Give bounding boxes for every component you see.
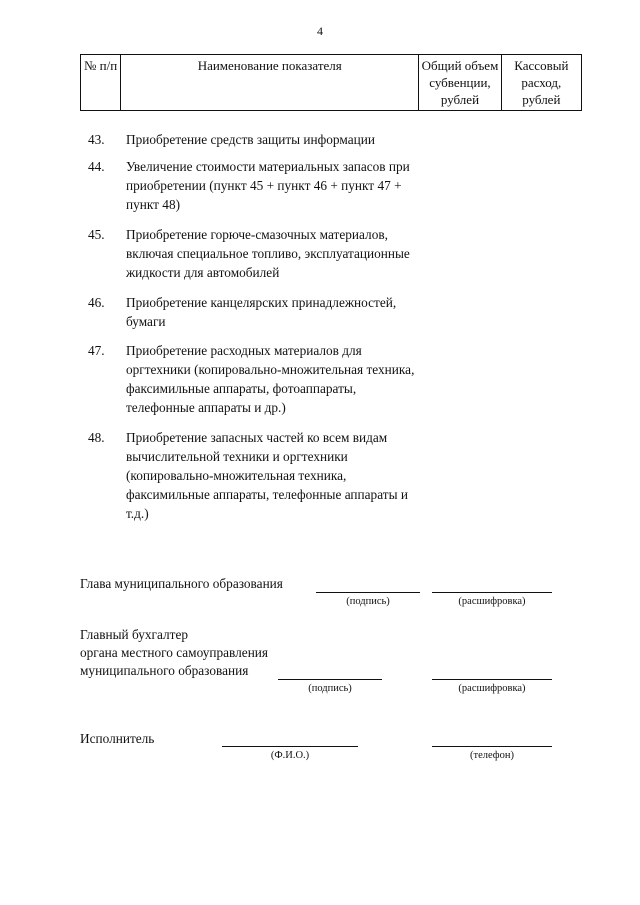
head-of-municipality-label: Глава муниципального образования [80,576,283,591]
row-text: Увеличение стоимости материальных запасов при приобретении (пункт 45 + пункт 46 + пункт 47 + пункт 48) [126,159,410,212]
executor-fio-caption: (Ф.И.О.) [270,750,310,761]
row-text: Приобретение расходных материалов для оргтехники (копировально-множительная техника, факсимильные аппараты, фотоаппараты, телефонные аппараты и др.) [126,343,415,415]
indicator-table-header [80,54,582,111]
head-signature-line [316,592,420,593]
row-text: Приобретение запасных частей ко всем видам вычислительной техники и оргтехники (копировально-множительная техника, факсимильные аппараты, телефонные аппараты и т.д.) [126,430,408,521]
head-decoding-caption: (расшифровка) [458,596,526,607]
column-header-total-subvention: Общий объем субвенции, рублей [419,55,501,111]
accountant-decoding-line [432,679,552,680]
table-row [88,428,428,523]
indicator-rows [88,130,428,523]
column-header-number: № п/п [81,55,121,111]
executor-fio-line [222,746,358,747]
column-header-name: Наименование показателя [121,55,419,111]
accountant-decoding-caption: (расшифровка) [458,683,526,694]
table-row [88,225,428,282]
table-row [88,157,428,214]
table-row [88,130,428,149]
row-number: 45. [88,227,105,242]
accountant-label-line2: органа местного самоуправления [80,645,269,660]
accountant-label-line1: Главный бухгалтер [80,627,189,642]
accountant-signature-line [278,679,382,680]
row-text: Приобретение канцелярских принадлежностей, бумаги [126,295,397,329]
head-decoding-line [432,592,552,593]
head-signature-caption: (подпись) [346,596,390,607]
row-number: 46. [88,295,105,310]
column-header-cash-expense: Кассовый расход, рублей [501,55,581,111]
table-row [88,293,428,331]
row-number: 47. [88,343,105,358]
executor-label: Исполнитель [80,731,155,746]
executor-phone-caption: (телефон) [470,750,514,761]
row-number: 43. [88,132,105,147]
accountant-label-line3: муниципального образования [80,663,249,678]
row-number: 48. [88,430,105,445]
row-number: 44. [88,159,105,174]
accountant-signature-caption: (подпись) [308,683,352,694]
executor-phone-line [432,746,552,747]
row-text: Приобретение средств защиты информации [126,132,375,147]
page-number: 4 [317,24,323,38]
table-row [88,341,428,417]
row-text: Приобретение горюче-смазочных материалов, включая специальное топливо, эксплуатационные жидкости для автомобилей [126,227,410,280]
